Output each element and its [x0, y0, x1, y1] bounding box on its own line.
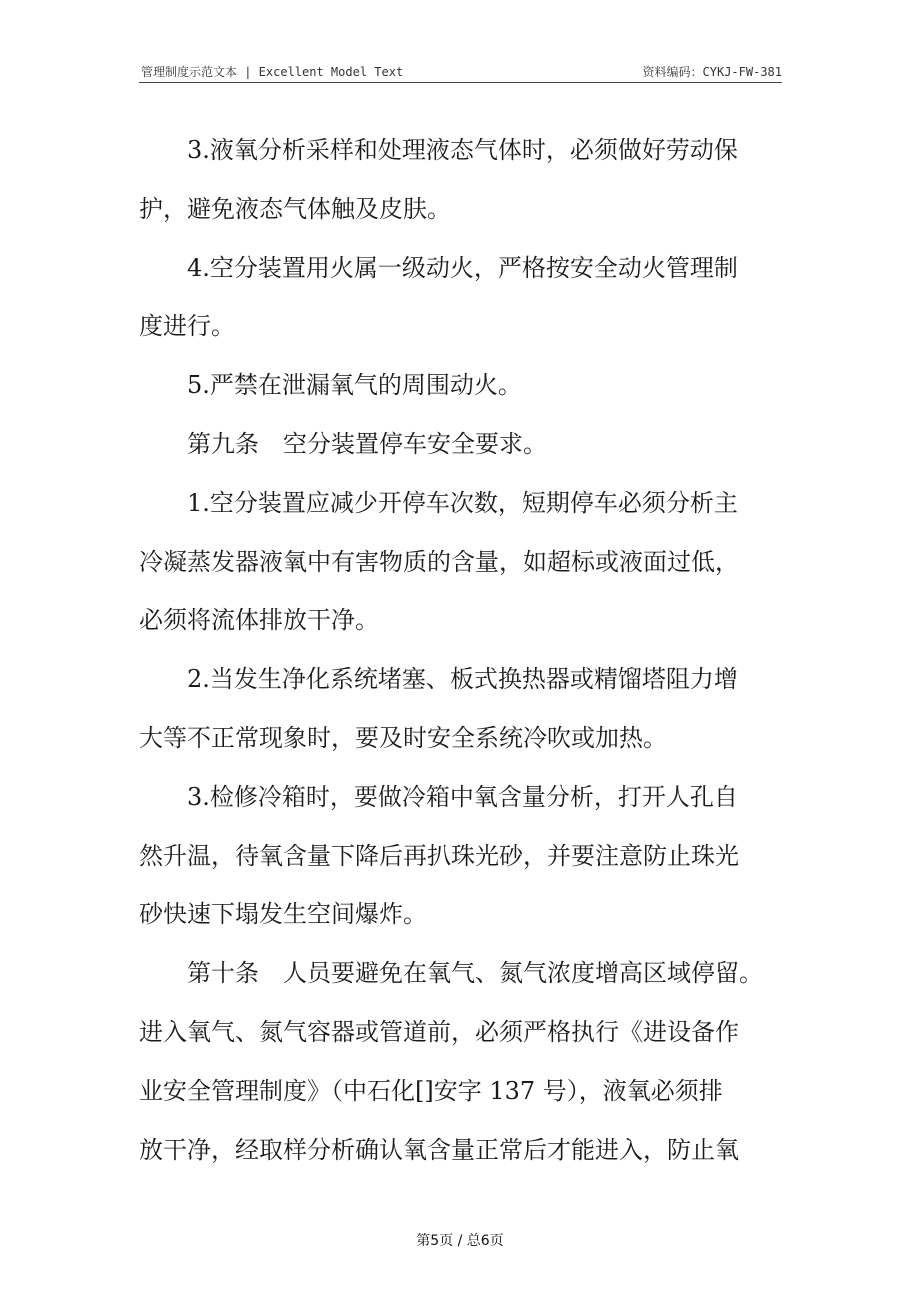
document-body — [139, 121, 782, 1179]
text-line: 2.当发生净化系统堵塞、板式换热器或精馏塔阻力增 — [187, 665, 738, 694]
page-footer — [0, 1230, 920, 1250]
document-code: 资料编码：CYKJ-FW-381 — [642, 65, 782, 79]
text-line: 砂快速下塌发生空间爆炸。 — [139, 900, 427, 929]
text-line: 4.空分装置用火属一级动火，严格按安全动火管理制 — [187, 253, 738, 282]
text-line: 放干净，经取样分析确认氧含量正常后才能进入，防止氧 — [139, 1135, 739, 1164]
page-header — [139, 60, 782, 83]
text-line: 冷凝蒸发器液氧中有害物质的含量，如超标或液面过低， — [139, 547, 739, 576]
text-line: 进入氧气、氮气容器或管道前，必须严格执行《进设备作 — [139, 1017, 739, 1046]
text-line: 大等不正常现象时，要及时安全系统冷吹或加热。 — [139, 723, 667, 752]
text-line: 1.空分装置应减少开停车次数，短期停车必须分析主 — [187, 488, 738, 517]
text-line: 第九条 空分装置停车安全要求。 — [187, 429, 547, 458]
header-title: 管理制度示范文本 | Excellent Model Text — [141, 65, 404, 79]
text-line: 3.液氧分析采样和处理液态气体时，必须做好劳动保 — [187, 136, 738, 164]
page-number: 第5页 / 总6页 — [416, 1233, 504, 1249]
text-line: 然升温，待氧含量下降后再扒珠光砂，并要注意防止珠光 — [139, 841, 739, 870]
text-line: 度进行。 — [139, 312, 235, 341]
text-line: 护，避免液态气体触及皮肤。 — [139, 194, 451, 223]
text-line: 必须将流体排放干净。 — [139, 606, 379, 635]
text-line: 第十条 人员要避免在氧气、氮气浓度增高区域停留。 — [187, 959, 763, 988]
text-line: 5.严禁在泄漏氧气的周围动火。 — [187, 371, 522, 400]
text-line: 业安全管理制度》（中石化[]安字 137 号），液氧必须排 — [139, 1076, 723, 1105]
text-line: 3.检修冷箱时，要做冷箱中氧含量分析，打开人孔自 — [187, 782, 738, 811]
